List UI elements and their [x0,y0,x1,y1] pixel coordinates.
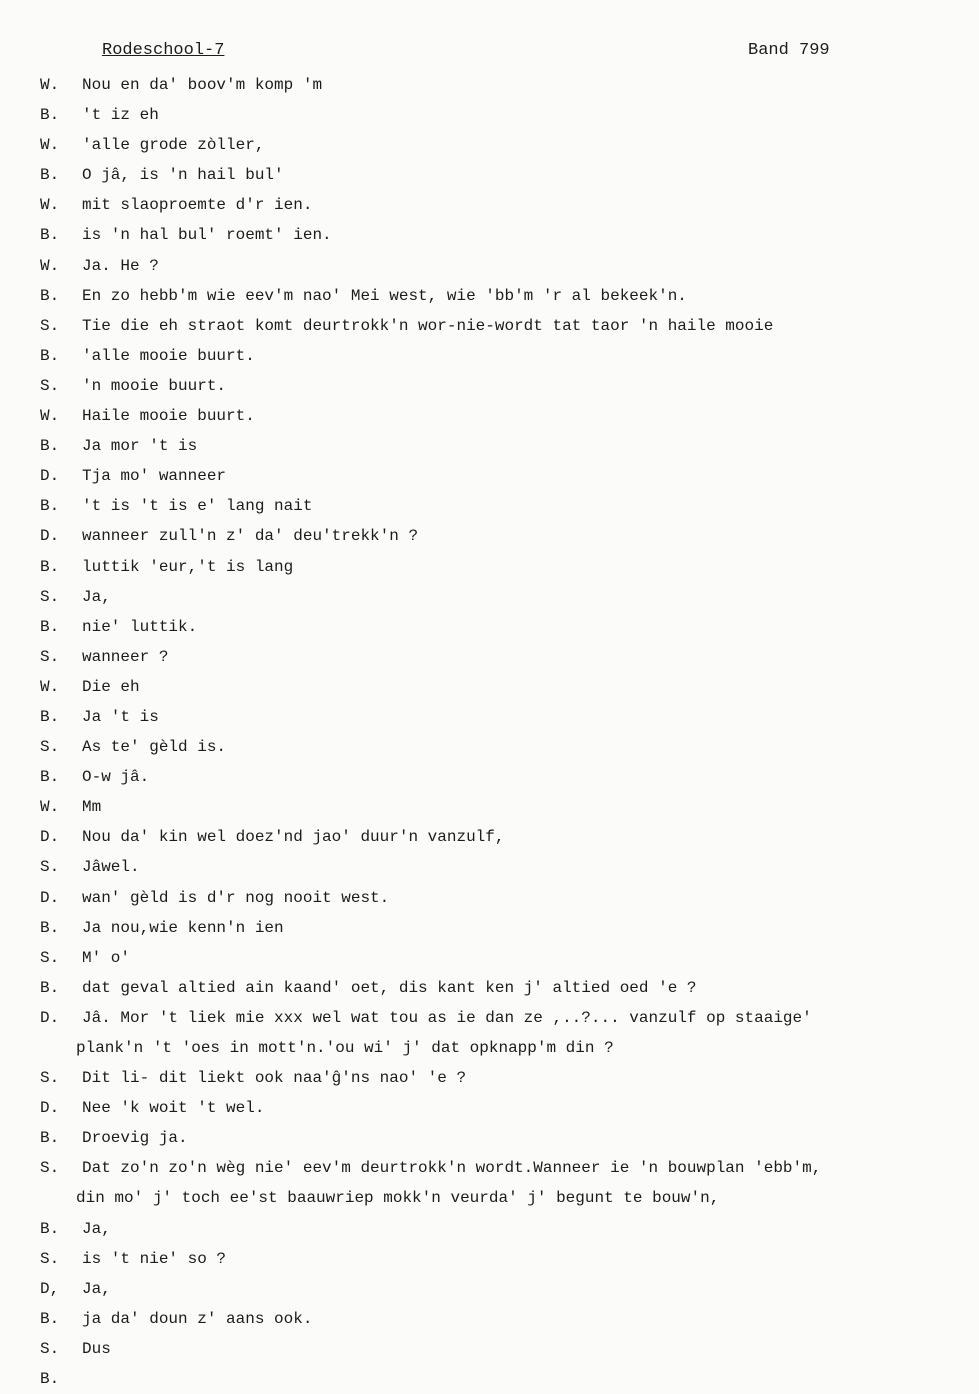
speaker-label: D. [40,527,60,546]
transcript-line [0,582,979,612]
transcript-lines [0,70,979,1394]
utterance-text: Tja mo' wanneer [82,467,227,486]
transcript-line [0,1123,979,1153]
speaker-label: B. [40,286,60,305]
utterance-text: 'alle grode zòller, [82,136,265,155]
transcript-line [0,943,979,973]
transcript-line [0,822,979,852]
utterance-text: Nou da' kin wel doez'nd jao' duur'n vanzulf, [82,828,505,847]
utterance-text: Ja mor 't is [82,437,198,456]
transcript-line [0,130,979,160]
transcript-line [0,401,979,431]
speaker-label: W. [40,76,60,94]
speaker-label: B. [40,707,60,726]
speaker-label: S. [40,1069,60,1088]
speaker-label: D. [40,828,60,847]
transcript-line [0,1153,979,1183]
transcript-line [0,1304,979,1334]
utterance-text: Die eh [82,677,140,696]
speaker-label: B. [40,1129,60,1148]
utterance-text: Ja, [82,587,111,606]
transcript-line [0,371,979,401]
transcript-line [0,100,979,130]
utterance-text: Mm [82,798,102,817]
utterance-text: Nou en da' boov'm komp 'm [82,76,323,94]
speaker-label: B. [40,437,60,456]
utterance-text: plank'n 't 'oes in mott'n.'ou wi' j' dat opknapp'm din ? [76,1039,614,1057]
transcript-line [0,190,979,220]
utterance-text: 't is 't is e' lang nait [82,497,313,516]
speaker-label: S. [40,948,60,967]
transcript-line [0,1274,979,1304]
transcript-line [0,973,979,1003]
speaker-label: W. [40,407,60,426]
utterance-text: 'n mooie buurt. [82,376,227,395]
transcript-line [0,852,979,882]
speaker-label: B. [40,557,60,576]
speaker-label: B. [40,1370,60,1389]
speaker-label: S. [40,316,60,335]
speaker-label: B. [40,768,60,787]
utterance-text: Dit li- dit liekt ook naa'ĝ'ns nao' 'e ? [82,1069,467,1088]
transcript-line [0,1334,979,1364]
speaker-label: W. [40,196,60,215]
utterance-text: Jâ. Mor 't liek mie xxx wel wat tou as ie dan ze ,..?... vanzulf op staaige' [82,1008,812,1027]
transcript-line [0,913,979,943]
speaker-label: B. [40,106,60,125]
speaker-label: D. [40,1099,60,1118]
utterance-text: ja da' doun z' aans ook. [82,1309,313,1328]
transcript-line [0,762,979,792]
transcript-line [0,160,979,190]
utterance-text: 'alle mooie buurt. [82,346,255,365]
speaker-label: S. [40,1339,60,1358]
utterance-text: wanneer ? [82,647,169,666]
transcript-line [0,732,979,762]
utterance-text: Tie die eh straot komt deurtrokk'n wor-nie-wordt tat taor 'n haile mooie [82,316,774,335]
transcript-line [0,672,979,702]
transcript-line [0,612,979,642]
transcript-line [0,1003,979,1033]
utterance-text: Ja. He ? [82,256,159,275]
document-title: Rodeschool-7 [102,41,225,60]
transcript-line [0,341,979,371]
speaker-label: B. [40,346,60,365]
transcript-line [0,1093,979,1123]
speaker-label: B. [40,617,60,636]
speaker-label: W. [40,256,60,275]
speaker-label: S. [40,647,60,666]
transcript-line [0,491,979,521]
utterance-text: wan' gèld is d'r nog nooit west. [82,888,390,907]
speaker-label: D. [40,888,60,907]
speaker-label: B. [40,918,60,937]
transcript-line [0,642,979,672]
utterance-text: is 't nie' so ? [82,1249,227,1268]
utterance-text: Ja nou,wie kenn'n ien [82,918,284,937]
transcript-line [0,220,979,250]
utterance-text: Droevig ja. [82,1129,188,1148]
transcript-line [0,461,979,491]
speaker-label: B. [40,1309,60,1328]
transcript-line [0,1063,979,1093]
speaker-label: S. [40,738,60,757]
speaker-label: D. [40,1008,60,1027]
utterance-text: Haile mooie buurt. [82,407,255,426]
transcript-line [0,431,979,461]
utterance-text: is 'n hal bul' roemt' ien. [82,226,332,245]
speaker-label: B. [40,978,60,997]
utterance-text: dat geval altied ain kaand' oet, dis kant ken j' altied oed 'e ? [82,978,697,997]
utterance-text: M' o' [82,948,131,967]
speaker-label: S. [40,587,60,606]
transcript-line [0,1244,979,1274]
transcript-line [0,521,979,551]
transcript-line [0,281,979,311]
utterance-text: Ja 't is [82,707,159,726]
speaker-label: D. [40,467,60,486]
transcript-line [0,1033,979,1063]
speaker-label: W. [40,677,60,696]
utterance-text: wanneer zull'n z' da' deu'trekk'n ? [82,527,419,546]
transcript-line [0,1183,979,1213]
utterance-text: Ja, [82,1279,111,1298]
transcript-line [0,552,979,582]
utterance-text: Dus [82,1339,111,1358]
transcript-line [0,311,979,341]
transcript-line [0,1364,979,1394]
speaker-label: S. [40,1159,60,1178]
speaker-label: S. [40,1249,60,1268]
utterance-text: O-w jâ. [82,768,150,787]
utterance-text: Ja, [82,1219,111,1238]
utterance-text: mit slaoproemte d'r ien. [82,196,313,215]
transcript-line [0,70,979,100]
speaker-label: B. [40,226,60,245]
utterance-text: din mo' j' toch ee'st baauwriep mokk'n veurda' j' begunt te bouw'n, [76,1189,720,1208]
utterance-text: Dat zo'n zo'n wèg nie' eev'm deurtrokk'n wordt.Wanneer ie 'n bouwplan 'ebb'm, [82,1159,822,1178]
utterance-text: nie' luttik. [82,617,198,636]
utterance-text: As te' gèld is. [82,738,227,757]
speaker-label: S. [40,858,60,877]
transcript-line [0,792,979,822]
utterance-text: O jâ, is 'n hail bul' [82,166,284,185]
page-header [0,41,979,67]
speaker-label: D, [40,1279,60,1298]
transcript-line [0,702,979,732]
speaker-label: B. [40,497,60,516]
transcript-line [0,883,979,913]
speaker-label: W. [40,798,60,817]
utterance-text: luttik 'eur,'t is lang [82,557,294,576]
speaker-label: W. [40,136,60,155]
speaker-label: S. [40,376,60,395]
utterance-text: 't iz eh [82,106,159,125]
speaker-label: B. [40,166,60,185]
band-number: Band 799 [748,41,830,60]
utterance-text: En zo hebb'm wie eev'm nao' Mei west, wie 'bb'm 'r al bekeek'n. [82,286,687,305]
transcript-line [0,251,979,281]
speaker-label: B. [40,1219,60,1238]
utterance-text: Jâwel. [82,858,140,877]
utterance-text: Nee 'k woit 't wel. [82,1099,265,1118]
transcript-line [0,1214,979,1244]
